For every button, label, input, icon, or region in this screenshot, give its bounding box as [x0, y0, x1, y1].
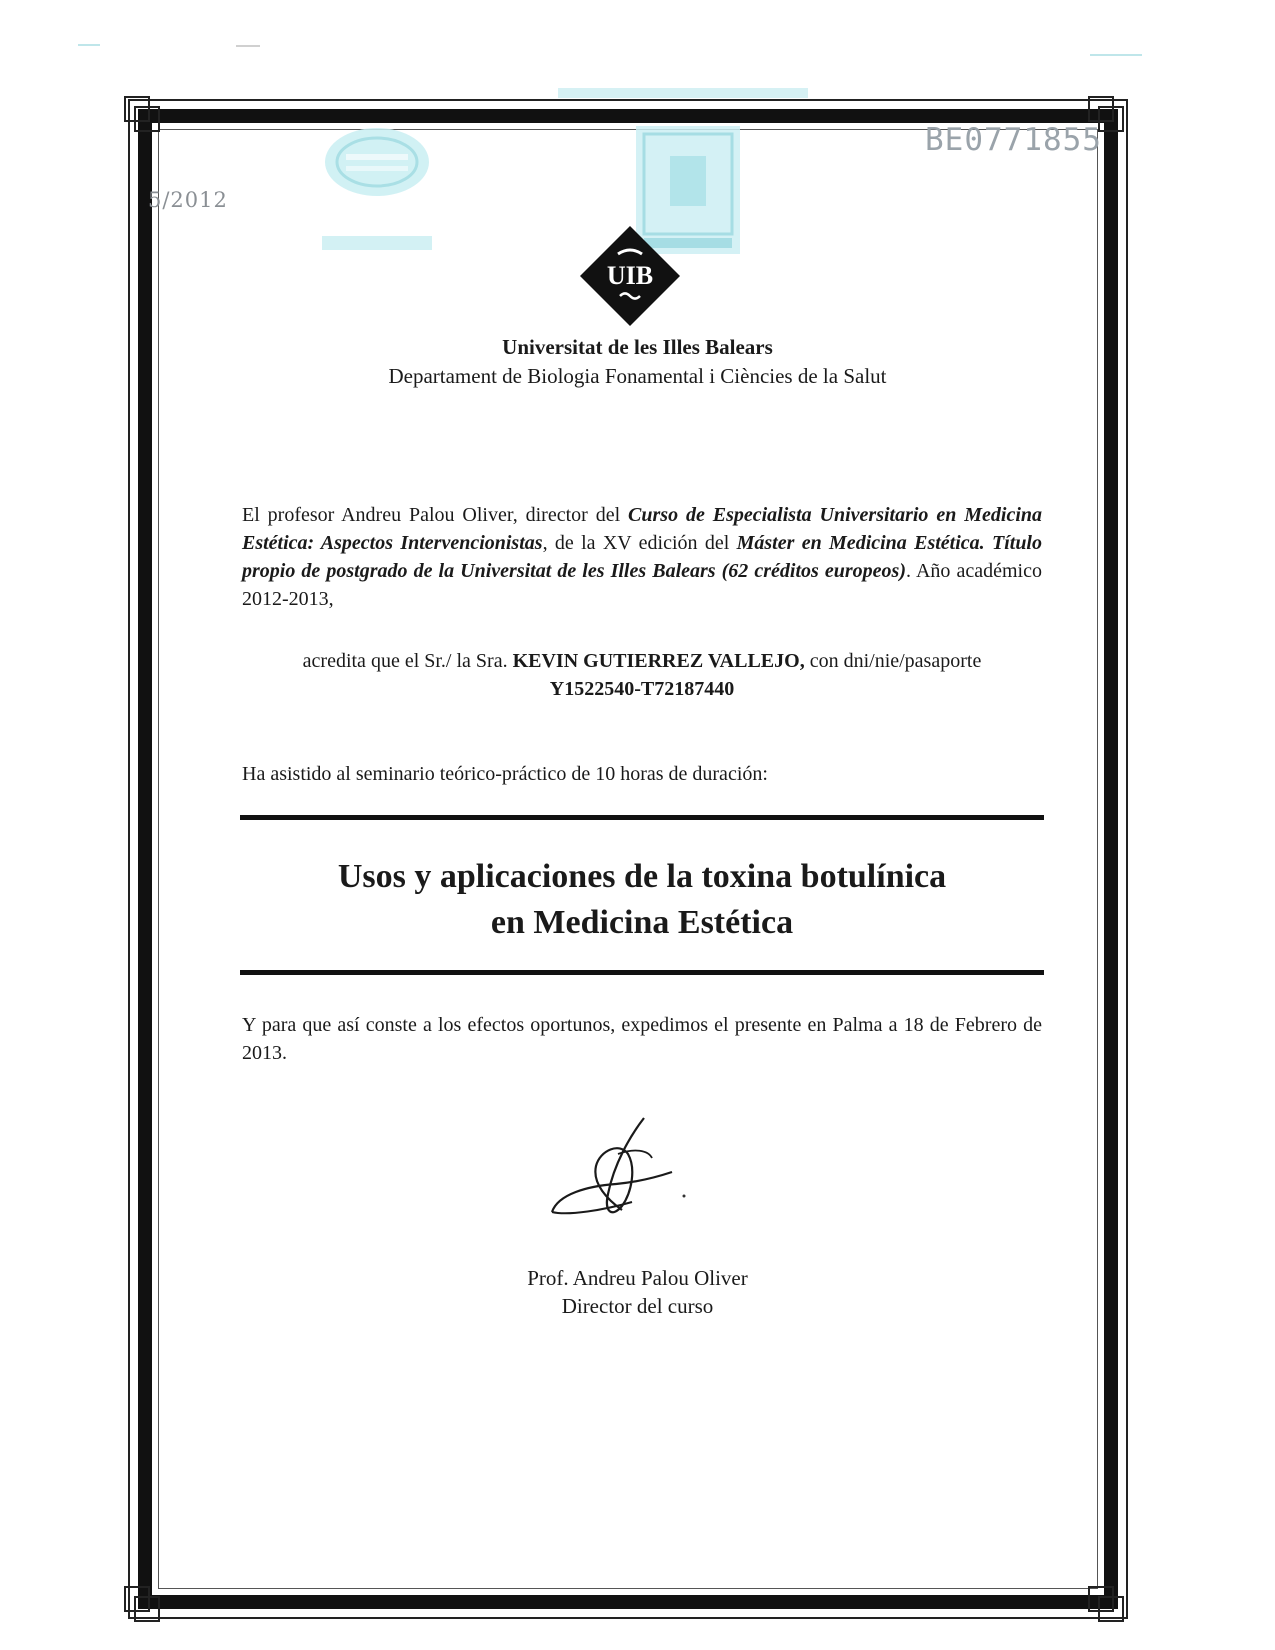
registration-date: 5/2012 — [148, 188, 228, 212]
scan-mark — [1090, 54, 1142, 56]
frame-corner — [1088, 1586, 1124, 1622]
course-name: Curso de Especialista Universitario en Medicina Estética: Aspectos Intervencionistas — [242, 504, 1042, 554]
svg-text:UIB: UIB — [606, 261, 654, 290]
seminar-title-line: en Medicina Estética — [490, 904, 794, 941]
attendance-statement: Ha asistido al seminario teórico-práctico de 10 horas de duración: — [242, 763, 768, 785]
accreditation-id-label: con dni/nie/pasaporte — [804, 650, 982, 672]
divider — [240, 970, 1044, 975]
accreditation-prefix: acredita que el Sr./ la Sra. — [302, 650, 513, 672]
scan-mark — [236, 45, 260, 47]
intro-text: . Año académico 2012-2013, — [242, 560, 1042, 610]
seminar-title-line: Usos y aplicaciones de la toxina botulínica — [337, 858, 947, 895]
serial-number: BE0771855 — [925, 122, 1102, 158]
closing-statement: Y para que así conste a los efectos oportunos, expedimos el presente en Palma a 18 de Febrero de 2013. — [242, 1014, 1042, 1064]
frame-corner — [124, 96, 160, 132]
recipient-name: KEVIN GUTIERREZ VALLEJO, — [512, 650, 805, 672]
scan-mark — [78, 44, 100, 46]
tax-stamp — [322, 124, 432, 200]
signature — [548, 1114, 708, 1224]
accreditation-paragraph — [242, 647, 1042, 703]
department-name: Departament de Biologia Fonamental i Ciències de la Salut — [388, 364, 887, 388]
intro-text: El profesor Andreu Palou Oliver, director del — [242, 504, 629, 526]
signatory-title: Director del curso — [561, 1294, 714, 1318]
intro-text: , de la XV edición del — [542, 532, 737, 554]
tax-stamp-bar — [322, 236, 432, 250]
master-name: Máster en Medicina Estética. Título propio de postgrado de la Universitat de les Illes Balears (62 créditos europeos) — [242, 532, 1042, 582]
seminar-title — [240, 854, 1044, 946]
stamp-strip — [558, 88, 808, 98]
frame-corner — [124, 1586, 160, 1622]
recipient-id: Y1522540-T72187440 — [549, 678, 735, 700]
uib-logo — [578, 224, 682, 328]
university-name: Universitat de les Illes Balears — [502, 335, 773, 359]
intro-paragraph — [242, 501, 1042, 613]
signatory-name: Prof. Andreu Palou Oliver — [527, 1266, 748, 1290]
divider — [240, 815, 1044, 820]
